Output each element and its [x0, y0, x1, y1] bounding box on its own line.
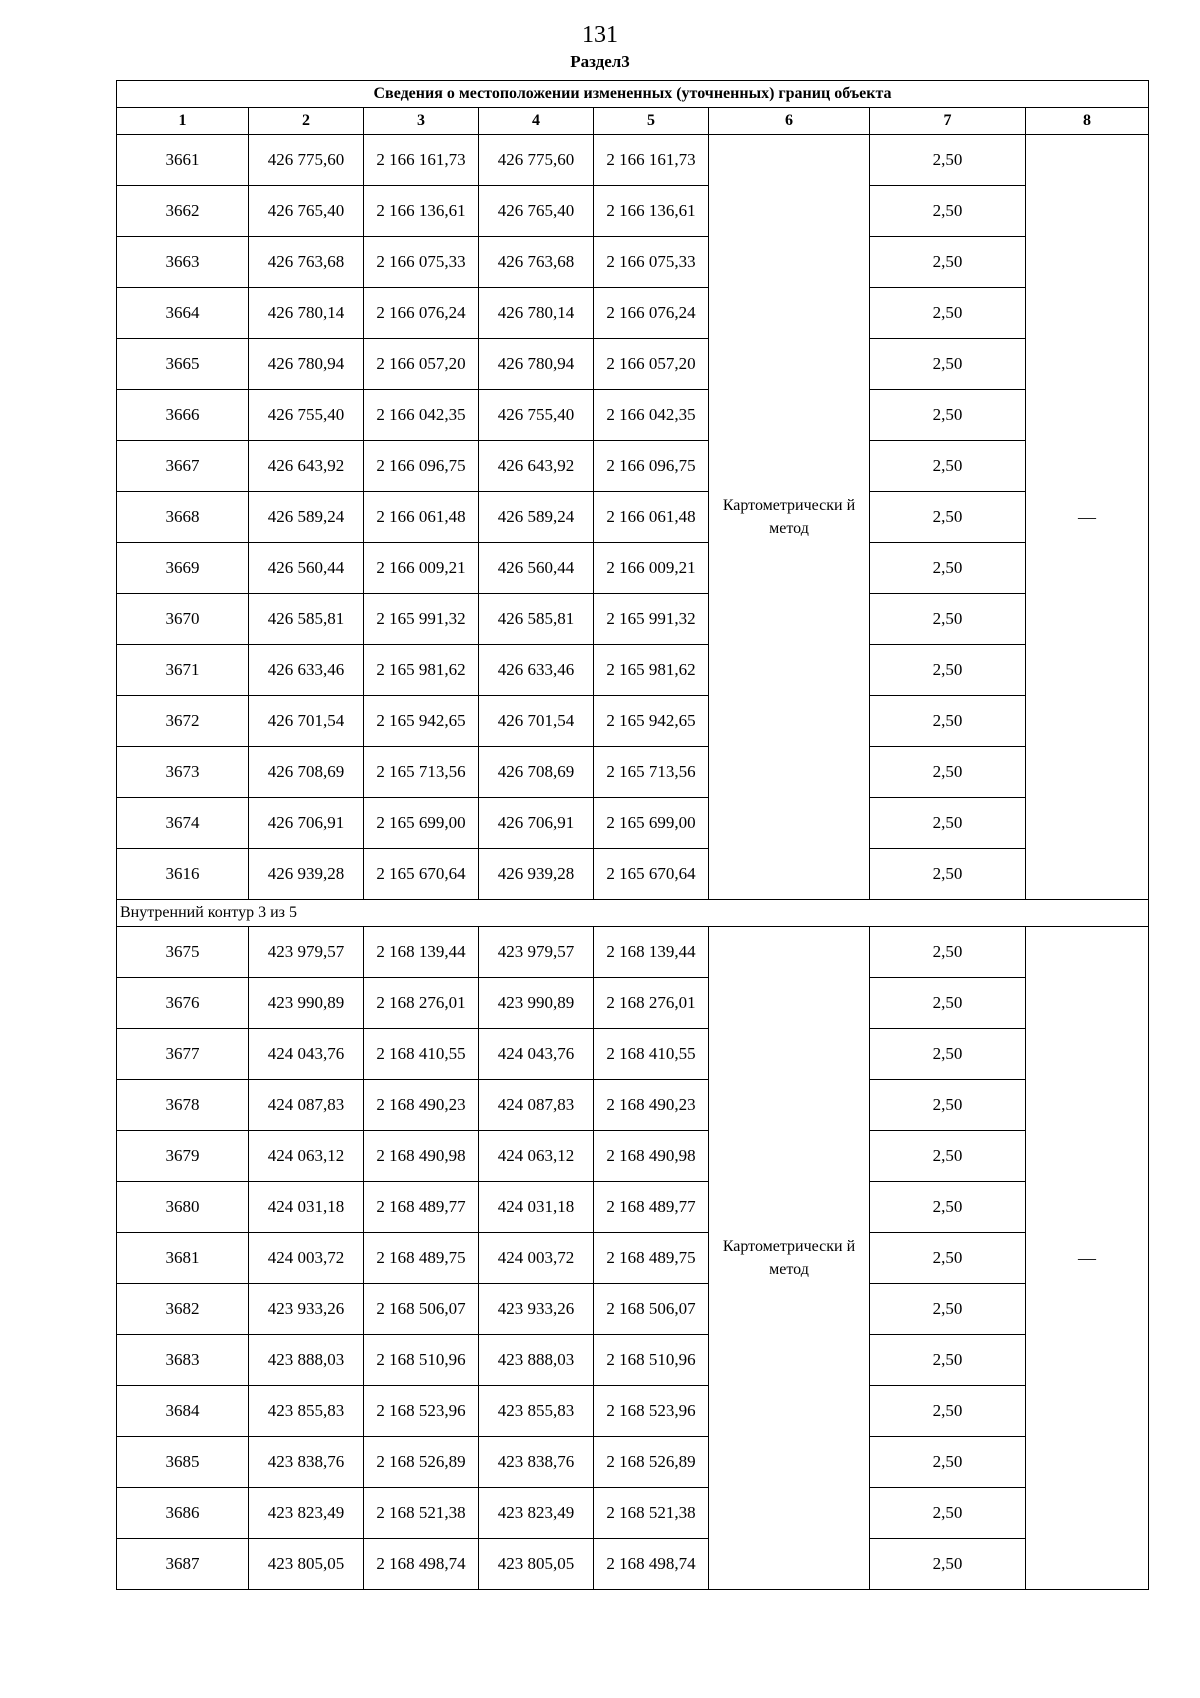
- point-number-cell: 3680: [117, 1182, 249, 1233]
- y-new-cell: 2 165 713,56: [594, 747, 709, 798]
- y-existing-cell: 2 165 699,00: [364, 798, 479, 849]
- column-number-4: 4: [479, 108, 594, 135]
- method-cell: Картометрически й метод: [709, 927, 870, 1590]
- x-new-cell: 426 775,60: [479, 135, 594, 186]
- x-existing-cell: 426 701,54: [249, 696, 364, 747]
- accuracy-cell: 2,50: [870, 1284, 1026, 1335]
- point-number-cell: 3668: [117, 492, 249, 543]
- column-numbers-row: [117, 108, 1149, 135]
- y-existing-cell: 2 168 139,44: [364, 927, 479, 978]
- table-row: [117, 186, 1149, 237]
- section-title: Раздел3: [570, 52, 630, 71]
- y-existing-cell: 2 168 510,96: [364, 1335, 479, 1386]
- x-new-cell: 426 765,40: [479, 186, 594, 237]
- point-number-cell: 3662: [117, 186, 249, 237]
- table-row: [117, 543, 1149, 594]
- table-row: [117, 978, 1149, 1029]
- accuracy-cell: 2,50: [870, 798, 1026, 849]
- point-number-cell: 3684: [117, 1386, 249, 1437]
- y-existing-cell: 2 166 057,20: [364, 339, 479, 390]
- x-new-cell: 426 780,14: [479, 288, 594, 339]
- table-row: [117, 1437, 1149, 1488]
- x-new-cell: 423 979,57: [479, 927, 594, 978]
- table-row: [117, 1233, 1149, 1284]
- accuracy-cell: 2,50: [870, 339, 1026, 390]
- accuracy-cell: 2,50: [870, 186, 1026, 237]
- x-new-cell: 426 780,94: [479, 339, 594, 390]
- y-new-cell: 2 168 139,44: [594, 927, 709, 978]
- table-row: [117, 798, 1149, 849]
- y-existing-cell: 2 168 526,89: [364, 1437, 479, 1488]
- accuracy-cell: 2,50: [870, 1386, 1026, 1437]
- y-existing-cell: 2 168 489,77: [364, 1182, 479, 1233]
- y-new-cell: 2 168 506,07: [594, 1284, 709, 1335]
- accuracy-cell: 2,50: [870, 849, 1026, 900]
- x-new-cell: 426 763,68: [479, 237, 594, 288]
- y-new-cell: 2 166 136,61: [594, 186, 709, 237]
- x-new-cell: 426 560,44: [479, 543, 594, 594]
- x-existing-cell: 424 043,76: [249, 1029, 364, 1080]
- table-row: [117, 594, 1149, 645]
- y-new-cell: 2 166 009,21: [594, 543, 709, 594]
- page-number: 131: [582, 22, 618, 48]
- y-new-cell: 2 166 096,75: [594, 441, 709, 492]
- accuracy-cell: 2,50: [870, 1539, 1026, 1590]
- accuracy-cell: 2,50: [870, 390, 1026, 441]
- y-existing-cell: 2 166 075,33: [364, 237, 479, 288]
- accuracy-cell: 2,50: [870, 645, 1026, 696]
- column-number-1: 1: [117, 108, 249, 135]
- x-new-cell: 426 633,46: [479, 645, 594, 696]
- y-existing-cell: 2 166 076,24: [364, 288, 479, 339]
- table-row: [117, 237, 1149, 288]
- table-row: [117, 1182, 1149, 1233]
- x-existing-cell: 424 003,72: [249, 1233, 364, 1284]
- point-number-cell: 3685: [117, 1437, 249, 1488]
- point-number-cell: 3674: [117, 798, 249, 849]
- x-new-cell: 424 063,12: [479, 1131, 594, 1182]
- y-existing-cell: 2 168 506,07: [364, 1284, 479, 1335]
- x-existing-cell: 426 585,81: [249, 594, 364, 645]
- x-existing-cell: 423 979,57: [249, 927, 364, 978]
- column-number-8: 8: [1026, 108, 1149, 135]
- x-new-cell: 424 087,83: [479, 1080, 594, 1131]
- table-row: [117, 1386, 1149, 1437]
- x-new-cell: 423 838,76: [479, 1437, 594, 1488]
- x-new-cell: 423 888,03: [479, 1335, 594, 1386]
- y-existing-cell: 2 168 523,96: [364, 1386, 479, 1437]
- table-caption: Сведения о местоположении измененных (уточненных) границ объекта: [117, 81, 1149, 108]
- y-new-cell: 2 168 410,55: [594, 1029, 709, 1080]
- x-existing-cell: 426 589,24: [249, 492, 364, 543]
- y-existing-cell: 2 166 042,35: [364, 390, 479, 441]
- x-new-cell: 423 805,05: [479, 1539, 594, 1590]
- table-row: [117, 1131, 1149, 1182]
- contour-label-row: [117, 900, 1149, 927]
- y-new-cell: 2 168 489,77: [594, 1182, 709, 1233]
- point-number-cell: 3687: [117, 1539, 249, 1590]
- x-existing-cell: 426 643,92: [249, 441, 364, 492]
- x-new-cell: 424 043,76: [479, 1029, 594, 1080]
- table-row: [117, 135, 1149, 186]
- point-number-cell: 3669: [117, 543, 249, 594]
- accuracy-cell: 2,50: [870, 1437, 1026, 1488]
- table-row: [117, 390, 1149, 441]
- y-existing-cell: 2 166 161,73: [364, 135, 479, 186]
- y-existing-cell: 2 168 498,74: [364, 1539, 479, 1590]
- column-number-3: 3: [364, 108, 479, 135]
- y-existing-cell: 2 166 061,48: [364, 492, 479, 543]
- boundary-coordinates-table: [116, 80, 1149, 1590]
- y-new-cell: 2 166 076,24: [594, 288, 709, 339]
- column-number-6: 6: [709, 108, 870, 135]
- x-new-cell: 424 003,72: [479, 1233, 594, 1284]
- table-row: [117, 1488, 1149, 1539]
- point-number-cell: 3673: [117, 747, 249, 798]
- x-existing-cell: 426 755,40: [249, 390, 364, 441]
- x-new-cell: 426 701,54: [479, 696, 594, 747]
- y-new-cell: 2 168 490,98: [594, 1131, 709, 1182]
- table-row: [117, 1539, 1149, 1590]
- x-new-cell: 424 031,18: [479, 1182, 594, 1233]
- y-new-cell: 2 168 523,96: [594, 1386, 709, 1437]
- table-row: [117, 492, 1149, 543]
- table-row: [117, 288, 1149, 339]
- y-new-cell: 2 165 699,00: [594, 798, 709, 849]
- x-existing-cell: 426 780,14: [249, 288, 364, 339]
- table-row: [117, 747, 1149, 798]
- point-number-cell: 3663: [117, 237, 249, 288]
- point-number-cell: 3672: [117, 696, 249, 747]
- method-cell: Картометрически й метод: [709, 135, 870, 900]
- point-number-cell: 3682: [117, 1284, 249, 1335]
- table-row: [117, 1080, 1149, 1131]
- x-existing-cell: 426 763,68: [249, 237, 364, 288]
- x-new-cell: 426 939,28: [479, 849, 594, 900]
- y-existing-cell: 2 165 942,65: [364, 696, 479, 747]
- y-new-cell: 2 166 057,20: [594, 339, 709, 390]
- point-number-cell: 3681: [117, 1233, 249, 1284]
- accuracy-cell: 2,50: [870, 594, 1026, 645]
- x-existing-cell: 423 823,49: [249, 1488, 364, 1539]
- y-new-cell: 2 166 042,35: [594, 390, 709, 441]
- accuracy-cell: 2,50: [870, 1029, 1026, 1080]
- point-number-cell: 3686: [117, 1488, 249, 1539]
- table-row: [117, 1284, 1149, 1335]
- y-new-cell: 2 166 075,33: [594, 237, 709, 288]
- x-existing-cell: 426 560,44: [249, 543, 364, 594]
- accuracy-cell: 2,50: [870, 441, 1026, 492]
- x-existing-cell: 423 838,76: [249, 1437, 364, 1488]
- x-existing-cell: 423 855,83: [249, 1386, 364, 1437]
- accuracy-cell: 2,50: [870, 747, 1026, 798]
- accuracy-cell: 2,50: [870, 237, 1026, 288]
- y-existing-cell: 2 165 981,62: [364, 645, 479, 696]
- x-existing-cell: 424 087,83: [249, 1080, 364, 1131]
- accuracy-cell: 2,50: [870, 543, 1026, 594]
- x-new-cell: 426 643,92: [479, 441, 594, 492]
- point-number-cell: 3661: [117, 135, 249, 186]
- accuracy-cell: 2,50: [870, 696, 1026, 747]
- accuracy-cell: 2,50: [870, 288, 1026, 339]
- point-number-cell: 3679: [117, 1131, 249, 1182]
- x-new-cell: 423 855,83: [479, 1386, 594, 1437]
- accuracy-cell: 2,50: [870, 1131, 1026, 1182]
- y-new-cell: 2 168 521,38: [594, 1488, 709, 1539]
- y-existing-cell: 2 168 490,23: [364, 1080, 479, 1131]
- x-existing-cell: 423 933,26: [249, 1284, 364, 1335]
- accuracy-cell: 2,50: [870, 1335, 1026, 1386]
- x-new-cell: 426 589,24: [479, 492, 594, 543]
- accuracy-cell: 2,50: [870, 927, 1026, 978]
- x-new-cell: 426 706,91: [479, 798, 594, 849]
- y-new-cell: 2 165 981,62: [594, 645, 709, 696]
- accuracy-cell: 2,50: [870, 135, 1026, 186]
- y-new-cell: 2 168 489,75: [594, 1233, 709, 1284]
- y-new-cell: 2 166 161,73: [594, 135, 709, 186]
- table-row: [117, 696, 1149, 747]
- table-row: [117, 1335, 1149, 1386]
- x-existing-cell: 424 031,18: [249, 1182, 364, 1233]
- point-number-cell: 3616: [117, 849, 249, 900]
- accuracy-cell: 2,50: [870, 1488, 1026, 1539]
- x-existing-cell: 426 780,94: [249, 339, 364, 390]
- y-existing-cell: 2 165 670,64: [364, 849, 479, 900]
- x-existing-cell: 423 888,03: [249, 1335, 364, 1386]
- point-number-cell: 3666: [117, 390, 249, 441]
- x-existing-cell: 426 633,46: [249, 645, 364, 696]
- y-new-cell: 2 168 276,01: [594, 978, 709, 1029]
- y-new-cell: 2 168 498,74: [594, 1539, 709, 1590]
- x-existing-cell: 423 805,05: [249, 1539, 364, 1590]
- y-existing-cell: 2 166 136,61: [364, 186, 479, 237]
- contour-label: Внутренний контур 3 из 5: [117, 900, 1149, 927]
- x-new-cell: 423 990,89: [479, 978, 594, 1029]
- column-number-7: 7: [870, 108, 1026, 135]
- point-number-cell: 3675: [117, 927, 249, 978]
- y-existing-cell: 2 168 490,98: [364, 1131, 479, 1182]
- x-existing-cell: 426 706,91: [249, 798, 364, 849]
- point-number-cell: 3676: [117, 978, 249, 1029]
- column-number-5: 5: [594, 108, 709, 135]
- x-new-cell: 426 755,40: [479, 390, 594, 441]
- x-new-cell: 426 585,81: [479, 594, 594, 645]
- y-existing-cell: 2 168 410,55: [364, 1029, 479, 1080]
- table-row: [117, 1029, 1149, 1080]
- accuracy-cell: 2,50: [870, 978, 1026, 1029]
- point-number-cell: 3671: [117, 645, 249, 696]
- y-existing-cell: 2 166 096,75: [364, 441, 479, 492]
- note-cell: —: [1026, 927, 1149, 1590]
- x-existing-cell: 423 990,89: [249, 978, 364, 1029]
- y-new-cell: 2 168 490,23: [594, 1080, 709, 1131]
- x-existing-cell: 424 063,12: [249, 1131, 364, 1182]
- point-number-cell: 3665: [117, 339, 249, 390]
- y-existing-cell: 2 168 489,75: [364, 1233, 479, 1284]
- y-existing-cell: 2 168 276,01: [364, 978, 479, 1029]
- x-new-cell: 423 823,49: [479, 1488, 594, 1539]
- y-new-cell: 2 168 510,96: [594, 1335, 709, 1386]
- table-row: [117, 339, 1149, 390]
- point-number-cell: 3677: [117, 1029, 249, 1080]
- y-new-cell: 2 166 061,48: [594, 492, 709, 543]
- table-row: [117, 927, 1149, 978]
- point-number-cell: 3670: [117, 594, 249, 645]
- x-new-cell: 423 933,26: [479, 1284, 594, 1335]
- x-new-cell: 426 708,69: [479, 747, 594, 798]
- table-row: [117, 645, 1149, 696]
- point-number-cell: 3683: [117, 1335, 249, 1386]
- column-number-2: 2: [249, 108, 364, 135]
- point-number-cell: 3667: [117, 441, 249, 492]
- point-number-cell: 3678: [117, 1080, 249, 1131]
- y-new-cell: 2 165 942,65: [594, 696, 709, 747]
- accuracy-cell: 2,50: [870, 1233, 1026, 1284]
- accuracy-cell: 2,50: [870, 492, 1026, 543]
- accuracy-cell: 2,50: [870, 1080, 1026, 1131]
- x-existing-cell: 426 765,40: [249, 186, 364, 237]
- y-new-cell: 2 165 991,32: [594, 594, 709, 645]
- note-cell: —: [1026, 135, 1149, 900]
- y-existing-cell: 2 165 991,32: [364, 594, 479, 645]
- table-row: [117, 441, 1149, 492]
- y-existing-cell: 2 166 009,21: [364, 543, 479, 594]
- point-number-cell: 3664: [117, 288, 249, 339]
- table-row: [117, 849, 1149, 900]
- y-existing-cell: 2 168 521,38: [364, 1488, 479, 1539]
- y-new-cell: 2 165 670,64: [594, 849, 709, 900]
- accuracy-cell: 2,50: [870, 1182, 1026, 1233]
- y-existing-cell: 2 165 713,56: [364, 747, 479, 798]
- y-new-cell: 2 168 526,89: [594, 1437, 709, 1488]
- x-existing-cell: 426 939,28: [249, 849, 364, 900]
- x-existing-cell: 426 775,60: [249, 135, 364, 186]
- x-existing-cell: 426 708,69: [249, 747, 364, 798]
